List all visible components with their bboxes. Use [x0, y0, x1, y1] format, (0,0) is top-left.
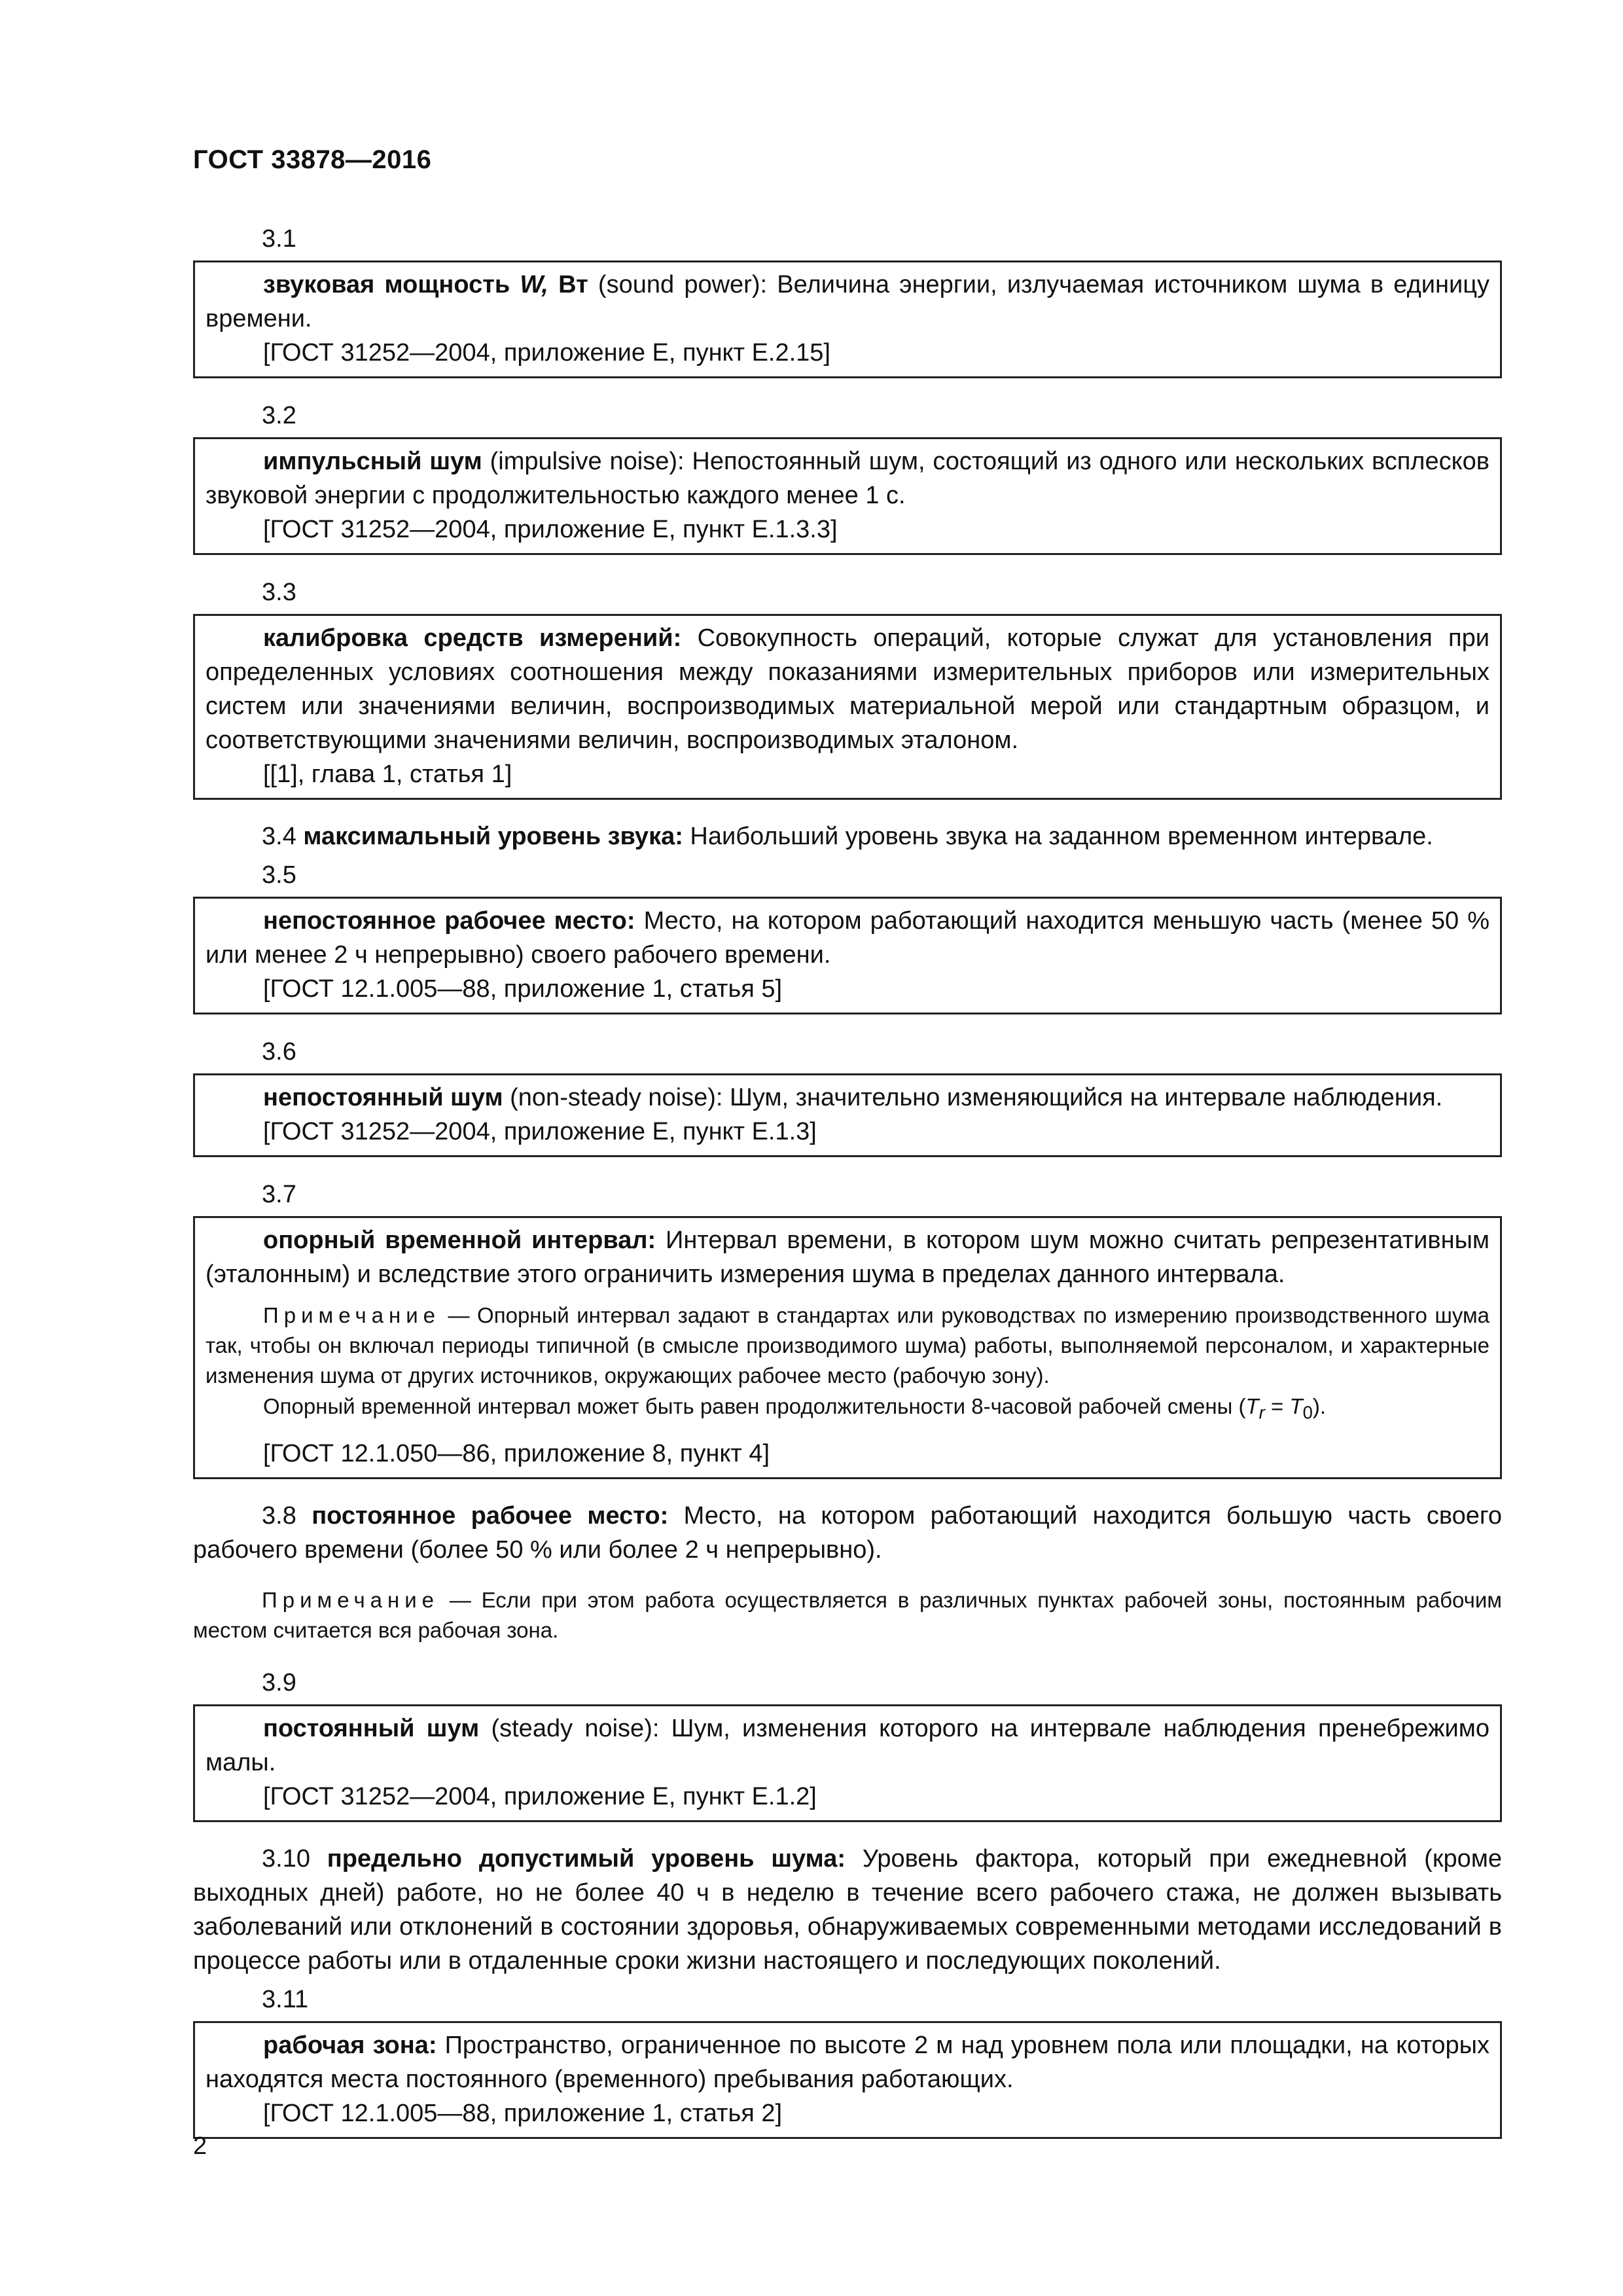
term-name: непостоянный шум — [263, 1084, 503, 1111]
term-text: : Шум, значительно изменяющийся на интервале наблюдения. — [715, 1084, 1443, 1111]
term-paragraph — [193, 1499, 1502, 1567]
term-definition — [205, 904, 1489, 972]
term-unit: Вт — [548, 271, 588, 298]
term-box — [193, 897, 1502, 1014]
term-reference: [ГОСТ 12.1.050—86, приложение 8, пункт 4] — [263, 1439, 770, 1467]
term-definition — [205, 268, 1489, 336]
term-text: Пространство, ограниченное по высоте 2 м над уровнем пола или площадки, на которых находятся места постоянного (временного) пребывания работающих. — [205, 2031, 1489, 2093]
term-reference: [ГОСТ 31252—2004, приложение Е, пункт Е.1.3] — [263, 1118, 817, 1145]
note-symbol: T — [1245, 1394, 1259, 1418]
term-name: постоянное рабочее место: — [312, 1501, 669, 1530]
term-definition — [205, 1712, 1489, 1780]
note-symbol: T — [1289, 1394, 1303, 1418]
note-end: ). — [1312, 1394, 1327, 1418]
document-code: ГОСТ 33878—2016 — [193, 145, 432, 174]
note-text: Опорный временной интервал может быть равен продолжительности 8-часовой рабочей смены ( — [263, 1394, 1246, 1418]
term-text: Интервал времени, в котором шум можно считать репрезентативным (эталонным) и вследствие этого ограничить измерения шума в пределах данного интервала. — [205, 1227, 1490, 1288]
term-number: 3.10 — [262, 1844, 327, 1873]
term-name: калибровка средств измерений: — [263, 624, 682, 652]
term-box — [193, 1704, 1502, 1822]
term-text: Место, на котором работающий находится меньшую часть (менее 50 % или менее 2 ч непрерывно) своего рабочего времени. — [205, 907, 1490, 969]
term-number: 3.1 — [262, 225, 296, 253]
term-box — [193, 2021, 1502, 2139]
term-box — [193, 1073, 1502, 1157]
terms-section — [193, 221, 1502, 2159]
term-english: (non-steady noise) — [503, 1084, 716, 1111]
term-english: (sound power) — [588, 271, 760, 298]
note-subscript: r — [1258, 1402, 1265, 1423]
term-text: Совокупность операций, которые служат для установления при определенных условиях соотношения между показаниями измерительных приборов или измерительных систем или значениями величин, воспроизводимых материальной мерой или стандартным образцом, и соответствующими значениями величин, воспроизводимых эталоном. — [205, 624, 1489, 754]
term-english: (impulsive noise) — [482, 448, 677, 475]
term-definition — [205, 1081, 1489, 1115]
term-reference: [[1], глава 1, статья 1] — [263, 761, 512, 788]
term-number: 3.2 — [262, 402, 296, 429]
term-text: Уровень фактора, который при ежедневной (кроме выходных дней) работе, но не более 40 ч в неделю в течение всего рабочего стажа, не должен вызывать заболеваний или отклонений в состоянии здоровья, обнаруживаемых современными методами исследований в процессе работы или в отдаленные сроки жизни настоящего и последующих поколений. — [193, 1844, 1502, 1975]
term-note-continued — [205, 1391, 1489, 1429]
term-name: предельно допустимый уровень шума: — [327, 1844, 846, 1873]
term-box — [193, 260, 1502, 378]
term-name: максимальный уровень звука: — [303, 823, 683, 850]
term-box — [193, 614, 1502, 800]
term-name: рабочая зона: — [263, 2031, 437, 2059]
term-reference: [ГОСТ 12.1.005—88, приложение 1, статья 2] — [263, 2099, 783, 2127]
note-text: — Опорный интервал задают в стандартах или руководствах по измерению производственного шума так, чтобы он включал периоды типичной (в смысле производимого шума) работы, выполняемой персоналом, и характерные изменения шума от других источников, окружающих рабочее место (рабочую зону). — [205, 1303, 1489, 1388]
note-label: Примечание — [262, 1587, 440, 1612]
term-definition — [205, 621, 1489, 757]
term-name: звуковая мощность — [263, 271, 520, 298]
term-name: опорный временной интервал: — [263, 1227, 656, 1254]
term-reference: [ГОСТ 31252—2004, приложение Е, пункт Е.1.2] — [263, 1782, 817, 1810]
term-number: 3.3 — [262, 579, 296, 606]
term-box — [193, 1216, 1502, 1479]
term-name: постоянный шум — [263, 1714, 480, 1742]
term-number: 3.11 — [262, 1985, 309, 2013]
term-reference: [ГОСТ 31252—2004, приложение Е, пункт Е.2.15] — [263, 339, 830, 367]
page-number: 2 — [193, 2132, 207, 2160]
note-equals: = — [1264, 1394, 1290, 1418]
note-text: — Если при этом работа осуществляется в различных пунктах рабочей зоны, постоянным рабочим местом считается вся рабочая зона. — [193, 1587, 1502, 1642]
term-number: 3.9 — [262, 1668, 296, 1696]
term-note — [205, 1300, 1489, 1391]
term-definition — [205, 444, 1489, 512]
term-definition — [205, 2028, 1489, 2096]
term-paragraph — [193, 1842, 1502, 1978]
term-box — [193, 437, 1502, 555]
term-reference: [ГОСТ 12.1.005—88, приложение 1, статья 5] — [263, 975, 783, 1003]
term-definition — [205, 1223, 1489, 1291]
term-text: Наибольший уровень звука на заданном временном интервале. — [683, 823, 1433, 850]
term-name: импульсный шум — [263, 448, 482, 475]
term-symbol: W, — [520, 271, 548, 298]
term-note — [193, 1585, 1502, 1645]
term-english: (steady noise) — [479, 1714, 652, 1742]
term-name: непостоянное рабочее место: — [263, 907, 635, 935]
term-number: 3.5 — [262, 861, 296, 889]
note-subscript: 0 — [1302, 1402, 1313, 1423]
term-paragraph — [193, 819, 1502, 853]
term-number: 3.6 — [262, 1038, 296, 1066]
term-number: 3.8 — [262, 1501, 312, 1530]
term-text: : Шум, изменения которого на интервале наблюдения пренебрежимо малы. — [205, 1714, 1490, 1776]
term-text: Место, на котором работающий находится большую часть своего рабочего времени (более 50 % или более 2 ч непрерывно). — [193, 1501, 1503, 1564]
term-text: : Непостоянный шум, состоящий из одного или нескольких всплесков звуковой энергии с продолжительностью каждого менее 1 с. — [205, 448, 1489, 509]
term-text: : Величина энергии, излучаемая источником шума в единицу времени. — [205, 271, 1489, 332]
term-number: 3.7 — [262, 1181, 296, 1208]
term-number: 3.4 — [262, 823, 304, 850]
note-label: Примечание — [263, 1303, 441, 1327]
term-reference: [ГОСТ 31252—2004, приложение Е, пункт Е.1.3.3] — [263, 516, 838, 543]
